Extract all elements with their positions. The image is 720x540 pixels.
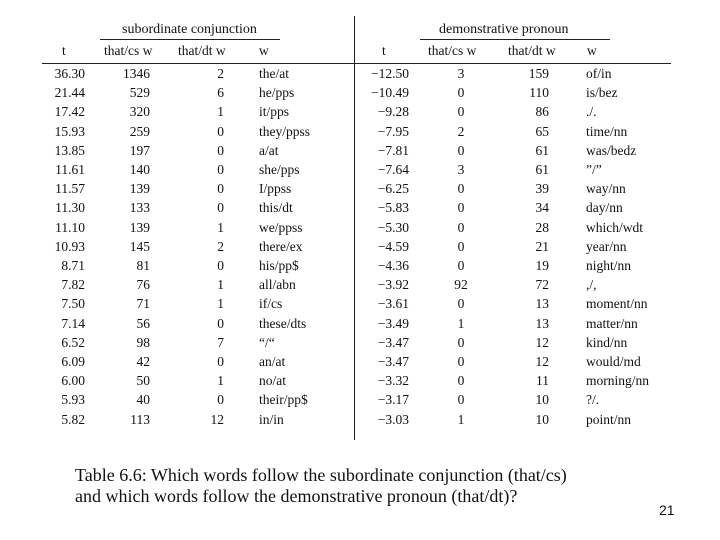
- table-cell: 113: [130, 411, 150, 427]
- table-cell: 50: [136, 373, 150, 389]
- table-caption: [75, 465, 635, 507]
- table-cell: −7.81: [377, 142, 409, 158]
- table-cell: 0: [217, 123, 224, 139]
- column-header: that/cs w: [104, 43, 153, 58]
- table-cell: his/pp$: [259, 258, 299, 273]
- table-cell: 1: [217, 296, 224, 312]
- table-cell: 13.85: [54, 142, 85, 158]
- group-title-subordinate-conjunction: subordinate conjunction: [122, 22, 257, 37]
- table-cell: 61: [535, 162, 549, 177]
- table-cell: 145: [129, 238, 150, 254]
- table-cell: 11.57: [55, 181, 85, 197]
- table-cell: 2: [217, 238, 224, 254]
- table-cell: a/at: [259, 142, 279, 158]
- table-cell: the/at: [259, 66, 289, 81]
- table-cell: −5.30: [377, 219, 409, 235]
- table-cell: it/pps: [259, 104, 290, 120]
- table-cell: 0: [457, 142, 465, 158]
- table-cell: 39: [535, 181, 549, 197]
- table-cell: 7.14: [61, 315, 85, 331]
- table-cell: would/md: [586, 354, 641, 369]
- table-cell: 7.82: [61, 277, 85, 293]
- table-cell: 0: [457, 200, 465, 216]
- table-cell: 12: [535, 354, 549, 369]
- table-cell: −3.17: [377, 392, 409, 408]
- table-cell: in/in: [259, 411, 284, 427]
- table-cell: which/wdt: [586, 219, 643, 235]
- table-cell: year/nn: [586, 238, 627, 254]
- table-cell: 0: [217, 392, 224, 408]
- table-cell: 1346: [123, 66, 150, 81]
- table-cell: −4.59: [377, 238, 409, 254]
- table-cell: 2: [457, 123, 465, 139]
- table-cell: 10.93: [54, 238, 85, 254]
- column-header: t: [62, 43, 66, 58]
- table-cell: these/dts: [259, 315, 307, 331]
- table-cell: 56: [136, 315, 150, 331]
- table-cell: 1: [457, 411, 465, 427]
- table-cell: 13: [535, 296, 549, 312]
- table-cell: 10: [535, 411, 549, 427]
- table-cell: 0: [457, 219, 465, 235]
- table-cell: time/nn: [586, 123, 628, 139]
- table-cell: 139: [129, 181, 150, 197]
- table-cell: 61: [535, 142, 549, 158]
- table-cell: an/at: [259, 354, 286, 369]
- table-cell: ,/,: [586, 277, 597, 293]
- table-cell: −6.25: [377, 181, 409, 197]
- table-cell: 34: [535, 200, 549, 216]
- table-cell: 15.93: [54, 123, 85, 139]
- table-cell: 10: [535, 392, 549, 408]
- table-cell: 11.10: [55, 219, 85, 235]
- table-cell: 6.52: [61, 334, 85, 350]
- table-cell: 6: [217, 85, 224, 101]
- table-cell: 6.00: [61, 373, 85, 389]
- table-cell: 0: [217, 162, 224, 177]
- table-cell: 1: [217, 277, 224, 293]
- table-cell: kind/nn: [586, 334, 628, 350]
- table-cell: 8.71: [61, 258, 85, 273]
- table-cell: 11.61: [55, 162, 85, 177]
- table-cell: −3.49: [377, 315, 409, 331]
- table-cell: 42: [136, 354, 150, 369]
- table-cell: 0: [457, 181, 465, 197]
- table-cell: if/cs: [259, 296, 283, 312]
- table-cell: −3.61: [377, 296, 409, 312]
- table-cell: 1: [217, 104, 224, 120]
- table-cell: 0: [457, 85, 465, 101]
- table-cell: 17.42: [54, 104, 85, 120]
- column-header: that/dt w: [178, 43, 226, 58]
- table-cell: 0: [457, 238, 465, 254]
- table-cell: 1: [457, 315, 465, 331]
- table-cell: 159: [528, 66, 549, 81]
- table-cell: we/ppss: [259, 219, 303, 235]
- table-cell: point/nn: [586, 411, 632, 427]
- table-cell: 0: [217, 142, 224, 158]
- table-cell: 7.50: [61, 296, 85, 312]
- table-cell: 0: [457, 104, 465, 120]
- table-cell: 1: [217, 219, 224, 235]
- table-cell: she/pps: [259, 162, 300, 177]
- table-cell: morning/nn: [586, 373, 649, 389]
- table-cell: this/dt: [259, 200, 293, 216]
- table-cell: was/bedz: [586, 142, 637, 158]
- table-cell: 0: [217, 354, 224, 369]
- table-cell: 139: [129, 219, 150, 235]
- table-cell: 11: [536, 373, 549, 389]
- page-number: 21: [659, 502, 675, 518]
- table-cell: 110: [529, 85, 549, 101]
- table-cell: −4.36: [377, 258, 409, 273]
- table-cell: 0: [217, 315, 224, 331]
- table-cell: there/ex: [259, 238, 303, 254]
- column-header: that/cs w: [428, 43, 477, 58]
- caption-line-2: and which words follow the demonstrative pronoun (that/dt)?: [75, 486, 518, 506]
- table-cell: 140: [129, 162, 150, 177]
- table-cell: way/nn: [586, 181, 626, 197]
- table-cell: they/ppss: [259, 123, 311, 139]
- table-cell: −7.64: [377, 162, 409, 177]
- table-cell: 36.30: [54, 66, 85, 81]
- table-cell: no/at: [259, 373, 286, 389]
- table-cell: 71: [136, 296, 150, 312]
- table-vertical-divider: [354, 16, 355, 440]
- table-cell: 3: [457, 66, 465, 81]
- table-cell: 5.82: [61, 411, 85, 427]
- table-cell: 11.30: [55, 200, 85, 216]
- table-cell: 0: [457, 258, 465, 273]
- table-cell: 320: [129, 104, 150, 120]
- table-header-rule: [42, 63, 671, 64]
- table-cell: 197: [129, 142, 150, 158]
- table-cell: matter/nn: [586, 315, 638, 331]
- table-cell: 21: [535, 238, 549, 254]
- table-cell: I/ppss: [259, 181, 292, 197]
- table-cell: all/abn: [259, 277, 296, 293]
- table-cell: 0: [217, 181, 224, 197]
- column-header: w: [587, 43, 597, 58]
- table-cell: 0: [457, 296, 465, 312]
- group-title-demonstrative-pronoun: demonstrative pronoun: [439, 22, 569, 37]
- table-cell: −10.49: [371, 85, 409, 101]
- table-cell: he/pps: [259, 85, 295, 101]
- column-header: that/dt w: [508, 43, 556, 58]
- caption-line-1: Table 6.6: Which words follow the subordinate conjunction (that/cs): [75, 465, 567, 485]
- table-cell: 0: [457, 392, 465, 408]
- table-cell: 1: [217, 373, 224, 389]
- table-cell: ?/.: [586, 392, 600, 408]
- table-cell: −9.28: [377, 104, 409, 120]
- column-header: w: [259, 43, 269, 58]
- table-cell: “/“: [259, 334, 275, 350]
- table-cell: −12.50: [371, 66, 409, 81]
- table-cell: day/nn: [586, 200, 623, 216]
- table-cell: −3.47: [377, 354, 409, 369]
- table-cell: is/bez: [586, 85, 618, 101]
- group-underline: [420, 39, 610, 40]
- table-cell: ./.: [586, 104, 597, 120]
- column-header: t: [382, 43, 386, 58]
- table-cell: 0: [217, 258, 224, 273]
- table-cell: 92: [454, 277, 468, 293]
- table-cell: of/in: [586, 66, 612, 81]
- table-cell: 133: [129, 200, 150, 216]
- table-cell: moment/nn: [586, 296, 648, 312]
- table-cell: 0: [457, 354, 465, 369]
- table-cell: 40: [136, 392, 150, 408]
- table-cell: 86: [535, 104, 549, 120]
- table-cell: 0: [457, 334, 465, 350]
- table-cell: 529: [129, 85, 150, 101]
- table-cell: 12: [210, 411, 224, 427]
- table-cell: 98: [136, 334, 150, 350]
- table-cell: night/nn: [586, 258, 632, 273]
- table-cell: 81: [136, 258, 150, 273]
- table-cell: 65: [535, 123, 549, 139]
- table-cell: 2: [217, 66, 224, 81]
- table-cell: 259: [129, 123, 150, 139]
- group-underline: [100, 39, 280, 40]
- table-cell: 5.93: [61, 392, 85, 408]
- table-cell: their/pp$: [259, 392, 308, 408]
- table-cell: 0: [217, 200, 224, 216]
- table-cell: −3.32: [377, 373, 409, 389]
- table-cell: 13: [535, 315, 549, 331]
- table-cell: 21.44: [54, 85, 85, 101]
- table-cell: −3.47: [377, 334, 409, 350]
- table-cell: ”/”: [586, 162, 602, 177]
- table-cell: 28: [535, 219, 549, 235]
- table-cell: 7: [217, 334, 224, 350]
- table-cell: −3.03: [377, 411, 409, 427]
- table-cell: 12: [535, 334, 549, 350]
- table-cell: 3: [457, 162, 465, 177]
- table-cell: 0: [457, 373, 465, 389]
- table-cell: −5.83: [377, 200, 409, 216]
- table-cell: −3.92: [377, 277, 409, 293]
- table-cell: 72: [535, 277, 549, 293]
- table-cell: 19: [535, 258, 549, 273]
- table-cell: 6.09: [61, 354, 85, 369]
- table-cell: 76: [136, 277, 150, 293]
- table-cell: −7.95: [377, 123, 409, 139]
